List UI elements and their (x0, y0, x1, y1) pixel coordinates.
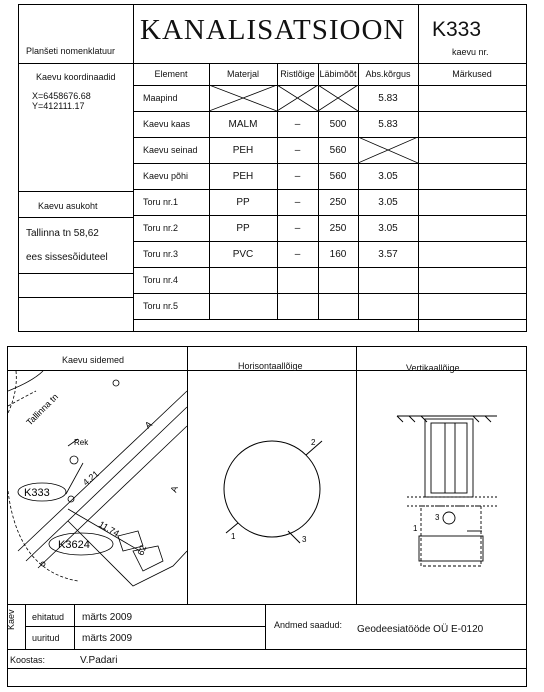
row-element-name: Toru nr.2 (143, 223, 179, 233)
table-cell: PP (236, 223, 250, 234)
h-pipe2-label: 2 (311, 438, 316, 447)
street-label: Tallinna tn (24, 391, 61, 428)
kaev-label: Kaev (6, 609, 16, 630)
not-applicable-cross (277, 85, 318, 111)
well-label: K333 (24, 487, 50, 499)
row-element-name: Kaevu kaas (143, 119, 191, 129)
table-cell: 5.83 (378, 93, 398, 104)
table-header-cell: Materjal (226, 69, 259, 79)
v-pipe1-label: 1 (413, 524, 418, 533)
table-cell: PP (236, 197, 250, 208)
source-value: Geodeesiatööde OÜ E-0120 (357, 624, 484, 635)
table-cell: 3.05 (378, 171, 398, 182)
row-element-name: Toru nr.3 (143, 249, 179, 259)
table-cell: 560 (329, 145, 347, 156)
coords-heading: Kaevu koordinaadid (36, 72, 116, 82)
table-cell: PVC (232, 249, 254, 260)
table-cell: 250 (329, 223, 347, 234)
table-header-cell: Element (154, 69, 188, 79)
not-applicable-cross (318, 85, 358, 111)
table-cell: – (294, 223, 301, 234)
surveyed-label: uuritud (32, 633, 60, 643)
h-pipe1-label: 1 (231, 532, 236, 541)
letter-a-2: A (168, 484, 180, 494)
table-cell: 5.83 (378, 119, 398, 130)
horizontal-heading: Horisontaallõige (238, 361, 303, 371)
table-cell: 500 (329, 119, 347, 130)
table-header-cell: Abs.kõrgus (365, 69, 411, 79)
horizontal-section (188, 371, 356, 604)
h-pipe3-label: 3 (302, 535, 307, 544)
built-label: ehitatud (32, 612, 65, 622)
table-header-cell: Märkused (452, 69, 492, 79)
surveyed-date: märts 2009 (82, 633, 133, 644)
neighbor-label: K3624 (58, 539, 90, 551)
location-heading: Kaevu asukoht (38, 201, 98, 211)
row-element-name: Toru nr.1 (143, 197, 179, 207)
table-cell: 250 (329, 197, 347, 208)
row-element-name: Kaevu seinad (143, 145, 198, 155)
well-no-label: kaevu nr. (452, 47, 489, 57)
table-cell: – (294, 145, 301, 156)
coord-y: Y=412111.17 (32, 101, 85, 111)
dim2-label: 11.74 (97, 519, 121, 539)
table-cell: – (294, 171, 301, 182)
table-cell: – (294, 249, 301, 260)
not-applicable-cross (358, 137, 418, 163)
page-title: KANALISATSIOON (140, 14, 406, 46)
table-cell: 3.05 (378, 197, 398, 208)
table-header-cell: Ristlõige (280, 69, 315, 79)
not-applicable-cross (209, 85, 277, 111)
coord-x: X=6458676.68 (32, 91, 91, 101)
vertical-heading: Vertikaallõige (406, 363, 460, 373)
table-cell: 160 (329, 249, 347, 260)
building-number: 62 (135, 543, 149, 557)
author-value: V.Padari (80, 655, 118, 666)
table-header-cell: Läbimõõt (319, 69, 357, 79)
row-element-name: Kaevu põhi (143, 171, 189, 181)
table-cell: PEH (232, 171, 254, 182)
nomenclature-label: Planšeti nomenklatuur (26, 46, 116, 56)
letter-a-1: A (142, 419, 154, 431)
row-element-name: Toru nr.5 (143, 301, 179, 311)
author-label: Koostas: (10, 655, 46, 665)
location-line1: Tallinna tn 58,62 (26, 228, 99, 239)
rek-label: Rek (74, 438, 89, 447)
row-element-name: Maapind (143, 93, 178, 103)
source-label: Andmed saadud: (274, 620, 343, 630)
location-line2: ees sissesõiduteel (26, 252, 108, 263)
site-heading: Kaevu sidemed (62, 355, 125, 365)
table-cell: PEH (232, 145, 254, 156)
table-cell: 3.05 (378, 223, 398, 234)
well-code: K333 (432, 18, 482, 41)
site-sketch (8, 371, 187, 604)
table-cell: 560 (329, 171, 347, 182)
table-cell: – (294, 119, 301, 130)
table-cell: MALM (228, 119, 258, 130)
built-date: märts 2009 (82, 612, 133, 623)
v-pipe3-label: 3 (435, 513, 440, 522)
vertical-section (357, 371, 526, 604)
row-element-name: Toru nr.4 (143, 275, 179, 285)
table-cell: 3.57 (378, 249, 398, 260)
dim1-label: 4.21 (80, 468, 101, 488)
table-cell: – (294, 197, 301, 208)
